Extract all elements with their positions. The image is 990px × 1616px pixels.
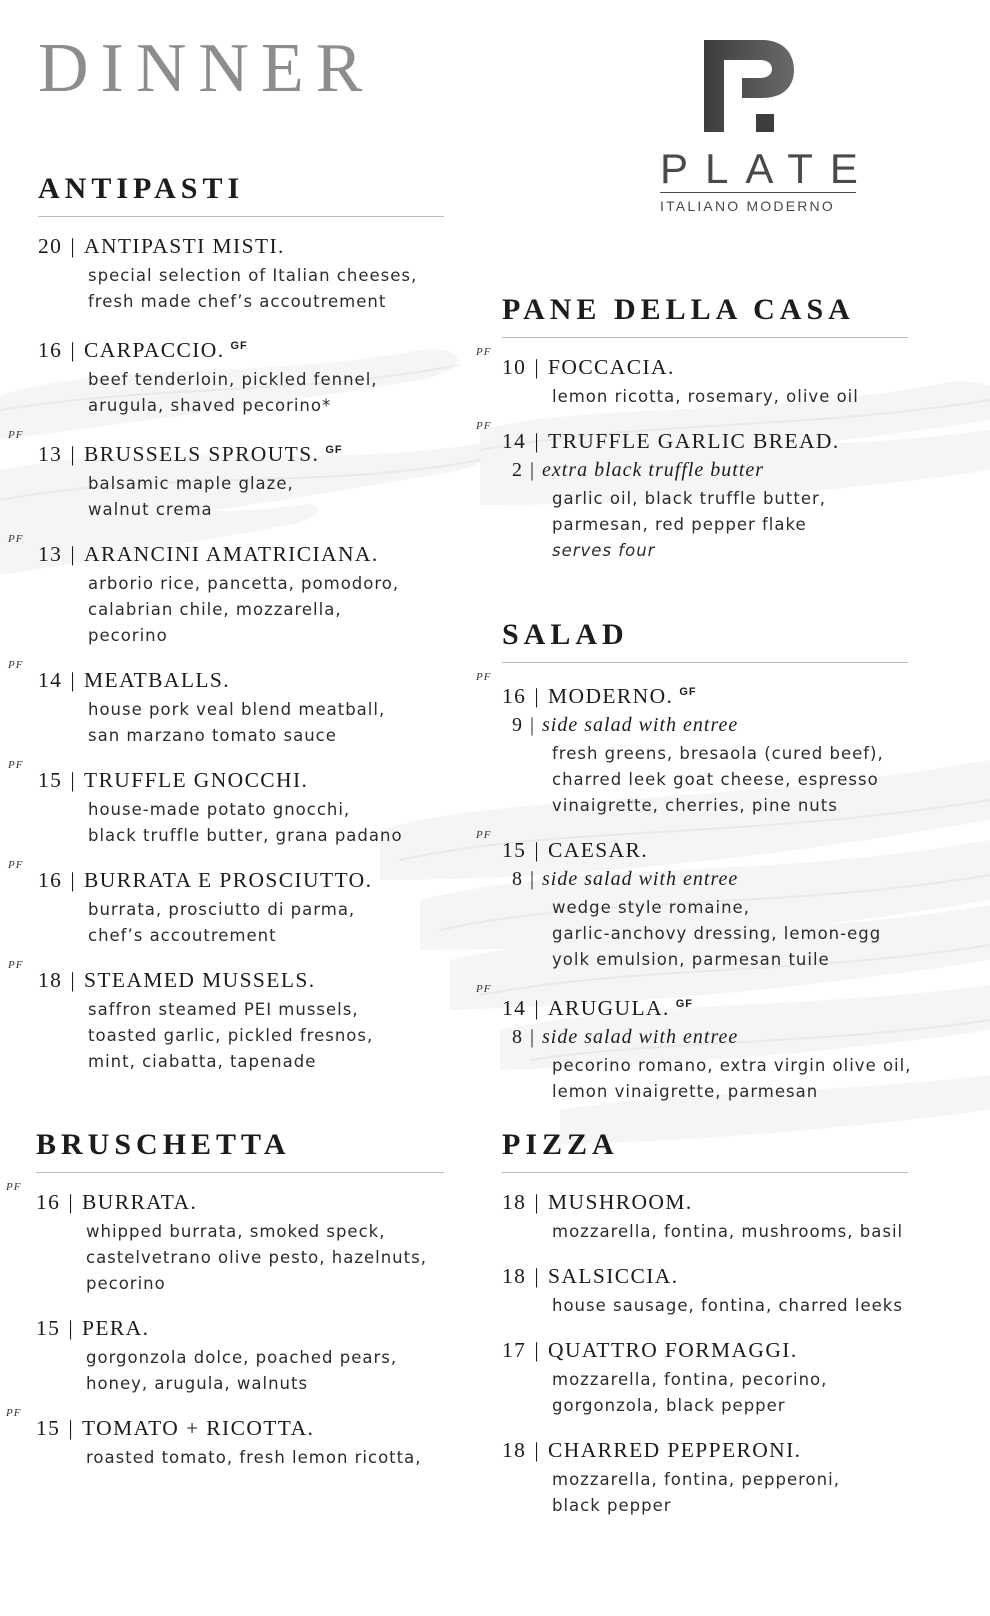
menu-item-price: 13 <box>38 542 63 566</box>
pf-marker: PF <box>8 429 24 441</box>
menu-item-price: 18 <box>502 1264 527 1288</box>
logo-wordmark: PLATE <box>660 145 875 192</box>
pf-marker: PF <box>476 983 492 995</box>
price-separator: | <box>530 1026 535 1048</box>
description-line: mozzarella, fontina, pecorino, <box>552 1370 828 1389</box>
pf-marker: PF <box>476 829 492 841</box>
menu-item-heading <box>36 1313 444 1343</box>
description-line: roasted tomato, fresh lemon ricotta, <box>86 1448 422 1467</box>
description-line: special selection of Italian cheeses, <box>88 266 418 285</box>
menu-item-name: SALSICCIA. <box>548 1264 679 1288</box>
menu-item-description <box>36 1345 444 1397</box>
menu-item-name: TRUFFLE GARLIC BREAD. <box>548 429 840 453</box>
section-pane-della-casa <box>476 293 908 564</box>
menu-item-heading <box>38 865 444 895</box>
description-line: arugula, shaved pecorino* <box>88 396 332 415</box>
menu-item-price: 15 <box>502 838 527 862</box>
section-title: PANE DELLA CASA <box>502 295 908 338</box>
menu-item-description <box>502 1219 908 1245</box>
menu-item-description <box>38 263 444 315</box>
menu-item <box>8 759 444 849</box>
menu-item <box>8 659 444 749</box>
menu-item-description <box>502 384 908 410</box>
price-separator: | <box>534 1438 541 1462</box>
section-title: PIZZA <box>502 1130 908 1173</box>
menu-item-name: BURRATA. <box>82 1190 198 1214</box>
description-line: san marzano tomato sauce <box>88 726 337 745</box>
description-line: gorgonzola, black pepper <box>552 1396 786 1415</box>
price-separator: | <box>534 355 541 379</box>
price-separator: | <box>530 459 535 481</box>
price-separator: | <box>70 338 77 362</box>
menu-item-addon <box>502 1023 908 1051</box>
menu-item-note: serves four <box>552 541 656 560</box>
menu-item-heading <box>502 1261 908 1291</box>
description-line: burrata, prosciutto di parma, <box>88 900 356 919</box>
menu-item <box>36 1313 444 1397</box>
description-line: pecorino romano, extra virgin olive oil, <box>552 1056 912 1075</box>
menu-item-description <box>502 1467 908 1519</box>
menu-item-heading <box>502 1335 908 1365</box>
addon-label: extra black truffle butter <box>542 459 765 481</box>
menu-item-price: 18 <box>502 1438 527 1462</box>
price-separator: | <box>530 868 535 890</box>
plate-logo <box>660 40 875 230</box>
menu-item-description <box>36 1219 444 1297</box>
description-line: charred leek goat cheese, espresso <box>552 770 879 789</box>
menu-item-name: CAESAR. <box>548 838 649 862</box>
menu-item-price: 10 <box>502 355 527 379</box>
menu-item-heading <box>38 965 444 995</box>
price-separator: | <box>534 996 541 1020</box>
menu-item-name: PERA. <box>82 1316 150 1340</box>
description-line: arborio rice, pancetta, pomodoro, <box>88 574 400 593</box>
price-separator: | <box>70 234 77 258</box>
pf-marker: PF <box>476 420 492 432</box>
menu-item-price: 16 <box>502 684 527 708</box>
menu-item-description <box>38 571 444 649</box>
menu-item-price: 16 <box>36 1190 61 1214</box>
menu-item-price: 16 <box>38 868 63 892</box>
description-line: whipped burrata, smoked speck, <box>86 1222 386 1241</box>
menu-item-name: MODERNO. <box>548 684 674 708</box>
pf-marker: PF <box>476 671 492 683</box>
addon-price: 2 <box>512 459 522 481</box>
menu-item-heading <box>502 352 908 382</box>
addon-label: side salad with entree <box>542 1026 739 1048</box>
menu-item-name: MEATBALLS. <box>84 668 231 692</box>
menu-item-price: 15 <box>36 1316 61 1340</box>
menu-item-heading <box>36 1413 444 1443</box>
section-title: SALAD <box>502 620 908 663</box>
menu-item <box>6 1407 444 1471</box>
price-separator: | <box>70 868 77 892</box>
description-line: garlic-anchovy dressing, lemon-egg <box>552 924 882 943</box>
description-line: fresh made chef’s accoutrement <box>88 292 387 311</box>
price-separator: | <box>68 1416 75 1440</box>
menu-item <box>8 533 444 649</box>
menu-item-heading <box>38 665 444 695</box>
menu-item-description <box>38 471 444 523</box>
menu-item-name: ANTIPASTI MISTI. <box>84 234 285 258</box>
menu-item-price: 15 <box>38 768 63 792</box>
menu-item-name: CHARRED PEPPERONI. <box>548 1438 802 1462</box>
menu-item-description <box>502 741 908 819</box>
description-line: mozzarella, fontina, mushrooms, basil <box>552 1222 904 1241</box>
description-line: pecorino <box>86 1274 166 1293</box>
menu-item-price: 14 <box>38 668 63 692</box>
section-antipasti <box>8 172 444 1075</box>
menu-title: DINNER <box>38 30 375 107</box>
menu-item-price: 18 <box>38 968 63 992</box>
description-line: lemon vinaigrette, parmesan <box>552 1082 819 1101</box>
description-line: honey, arugula, walnuts <box>86 1374 309 1393</box>
description-line: house pork veal blend meatball, <box>88 700 386 719</box>
price-separator: | <box>534 1338 541 1362</box>
price-separator: | <box>68 1190 75 1214</box>
menu-item <box>476 420 908 564</box>
price-separator: | <box>70 442 77 466</box>
menu-item-heading <box>38 231 444 261</box>
price-separator: | <box>534 1264 541 1288</box>
description-line: chef’s accoutrement <box>88 926 277 945</box>
pf-marker: PF <box>6 1181 22 1193</box>
description-line: lemon ricotta, rosemary, olive oil <box>552 387 859 406</box>
menu-item-name: TOMATO + RICOTTA. <box>82 1416 315 1440</box>
price-separator: | <box>534 838 541 862</box>
menu-item-name: STEAMED MUSSELS. <box>84 968 316 992</box>
pf-marker: PF <box>8 659 24 671</box>
addon-label: side salad with entree <box>542 868 739 890</box>
description-line: parmesan, red pepper flake <box>552 515 807 534</box>
menu-item-name: CARPACCIO. <box>84 338 225 362</box>
description-line: wedge style romaine, <box>552 898 750 917</box>
menu-item-heading <box>38 435 444 469</box>
menu-item-name: FOCCACIA. <box>548 355 675 379</box>
description-line: fresh greens, bresaola (cured beef), <box>552 744 884 763</box>
addon-price: 9 <box>512 714 522 736</box>
menu-item-heading <box>502 426 908 456</box>
menu-item-description <box>502 486 908 564</box>
menu-item-heading <box>502 1187 908 1217</box>
menu-item-description <box>38 367 444 419</box>
plate-logo-mark-icon <box>702 40 802 140</box>
description-line: pecorino <box>88 626 168 645</box>
menu-item-price: 14 <box>502 996 527 1020</box>
price-separator: | <box>70 768 77 792</box>
menu-item-heading <box>502 989 908 1023</box>
menu-item-price: 14 <box>502 429 527 453</box>
menu-item <box>502 1187 908 1245</box>
menu-item-heading <box>38 331 444 365</box>
menu-item-description <box>38 797 444 849</box>
description-line: castelvetrano olive pesto, hazelnuts, <box>86 1248 427 1267</box>
menu-item-description <box>38 997 444 1075</box>
description-line: yolk emulsion, parmesan tuile <box>552 950 830 969</box>
description-line: balsamic maple glaze, <box>88 474 294 493</box>
menu-item-heading <box>36 1187 444 1217</box>
menu-item-addon <box>502 865 908 893</box>
menu-item-price: 17 <box>502 1338 527 1362</box>
menu-item-price: 13 <box>38 442 63 466</box>
price-separator: | <box>68 1316 75 1340</box>
section-pizza <box>502 1130 908 1519</box>
addon-price: 8 <box>512 868 522 890</box>
menu-item <box>8 429 444 523</box>
description-line: saffron steamed PEI mussels, <box>88 1000 359 1019</box>
description-line: house-made potato gnocchi, <box>88 800 351 819</box>
pf-marker: PF <box>8 759 24 771</box>
section-title: BRUSCHETTA <box>36 1130 444 1173</box>
menu-item-name: BURRATA E PROSCIUTTO. <box>84 868 373 892</box>
menu-item-name: BRUSSELS SPROUTS. <box>84 442 320 466</box>
pf-marker: PF <box>8 533 24 545</box>
menu-item-price: 15 <box>36 1416 61 1440</box>
menu-item-heading <box>502 677 908 711</box>
menu-item-description <box>502 1053 912 1105</box>
menu-item-heading <box>38 539 444 569</box>
pf-marker: PF <box>6 1407 22 1419</box>
price-separator: | <box>534 429 541 453</box>
section-salad <box>476 618 912 1105</box>
menu-item-description <box>502 1367 908 1419</box>
menu-item-name: QUATTRO FORMAGGI. <box>548 1338 798 1362</box>
description-line: toasted garlic, pickled fresnos, <box>88 1026 374 1045</box>
menu-item <box>476 346 908 410</box>
menu-item <box>502 1435 908 1519</box>
menu-item <box>476 829 908 973</box>
menu-item <box>8 859 444 949</box>
pf-marker: PF <box>8 859 24 871</box>
addon-label: side salad with entree <box>542 714 739 736</box>
menu-item-price: 18 <box>502 1190 527 1214</box>
menu-item-description <box>38 697 444 749</box>
menu-item <box>6 1181 444 1297</box>
description-line: vinaigrette, cherries, pine nuts <box>552 796 838 815</box>
menu-item-heading <box>38 765 444 795</box>
section-bruschetta <box>6 1128 444 1471</box>
menu-item-heading <box>502 835 908 865</box>
description-line: black pepper <box>552 1496 672 1515</box>
gf-marker: GF <box>325 444 343 456</box>
menu-item-addon <box>502 456 908 484</box>
menu-item <box>38 231 444 315</box>
menu-item <box>502 1261 908 1319</box>
price-separator: | <box>70 968 77 992</box>
description-line: beef tenderloin, pickled fennel, <box>88 370 378 389</box>
pf-marker: PF <box>476 346 492 358</box>
gf-marker: GF <box>230 340 248 352</box>
menu-item-description <box>36 1445 444 1471</box>
menu-item-description <box>502 1293 908 1319</box>
menu-item-price: 16 <box>38 338 63 362</box>
pf-marker: PF <box>8 959 24 971</box>
menu-item-description <box>502 895 908 973</box>
addon-price: 8 <box>512 1026 522 1048</box>
logo-divider <box>660 192 856 193</box>
menu-item-description <box>38 897 444 949</box>
description-line: mozzarella, fontina, pepperoni, <box>552 1470 840 1489</box>
gf-marker: GF <box>679 686 697 698</box>
menu-item <box>476 671 908 819</box>
description-line: gorgonzola dolce, poached pears, <box>86 1348 398 1367</box>
description-line: mint, ciabatta, tapenade <box>88 1052 317 1071</box>
menu-item-price: 20 <box>38 234 63 258</box>
description-line: house sausage, fontina, charred leeks <box>552 1296 903 1315</box>
description-line: calabrian chile, mozzarella, <box>88 600 342 619</box>
price-separator: | <box>534 684 541 708</box>
menu-item-name: TRUFFLE GNOCCHI. <box>84 768 309 792</box>
menu-item <box>502 1335 908 1419</box>
price-separator: | <box>534 1190 541 1214</box>
menu-item-addon <box>502 711 908 739</box>
menu-item-heading <box>502 1435 908 1465</box>
section-title: ANTIPASTI <box>38 174 444 217</box>
price-separator: | <box>70 668 77 692</box>
menu-item <box>476 983 912 1105</box>
menu-item <box>8 959 444 1075</box>
menu-item-name: MUSHROOM. <box>548 1190 693 1214</box>
logo-tagline: ITALIANO MODERNO <box>660 198 835 214</box>
gf-marker: GF <box>675 998 693 1010</box>
menu-item-name: ARANCINI AMATRICIANA. <box>84 542 379 566</box>
description-line: garlic oil, black truffle butter, <box>552 489 827 508</box>
menu-item-name: ARUGULA. <box>548 996 670 1020</box>
price-separator: | <box>530 714 535 736</box>
description-line: walnut crema <box>88 500 213 519</box>
description-line: black truffle butter, grana padano <box>88 826 403 845</box>
price-separator: | <box>70 542 77 566</box>
menu-item <box>38 331 444 419</box>
